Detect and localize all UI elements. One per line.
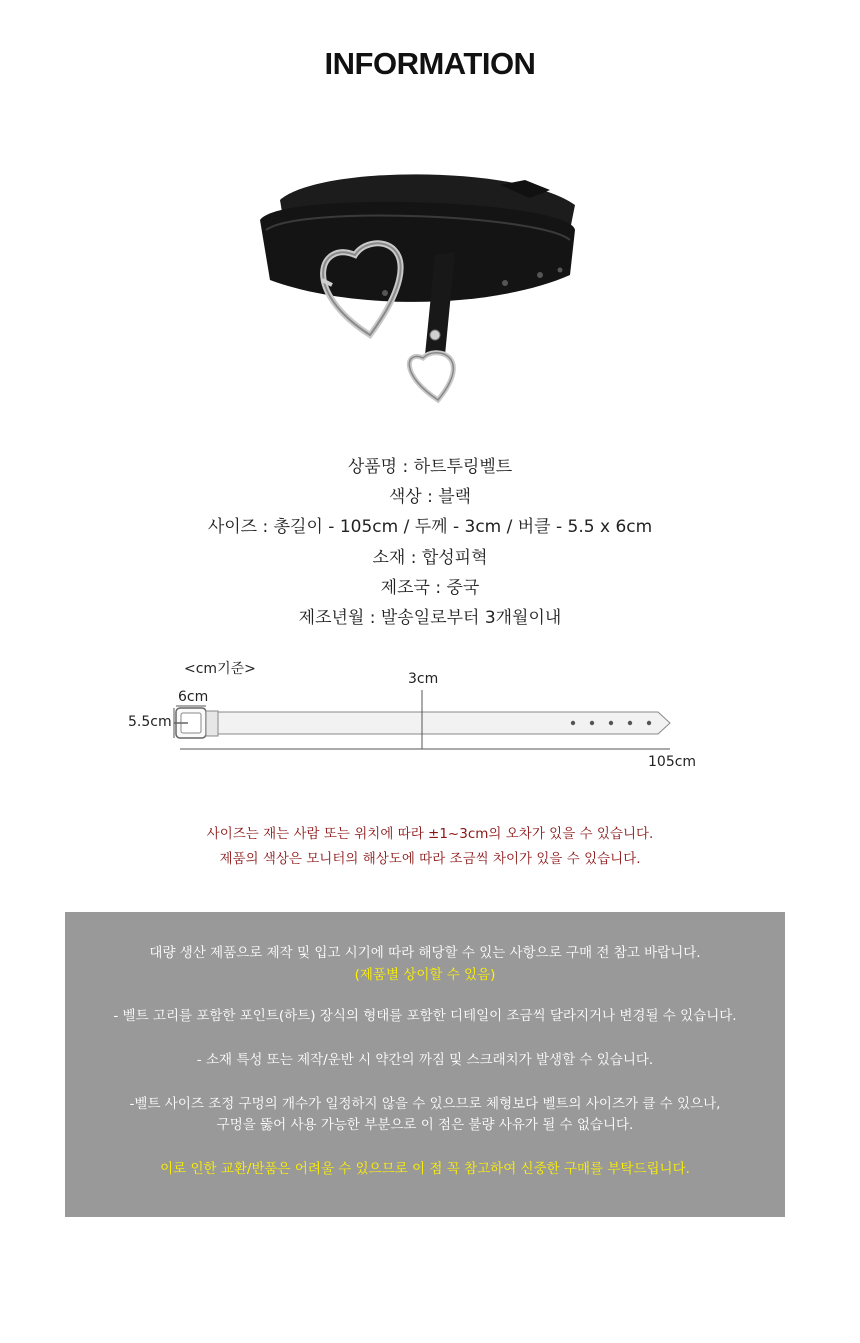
belt-product-photo	[240, 160, 620, 420]
size-color-warnings	[0, 822, 860, 872]
product-specs	[0, 452, 860, 633]
buckle-width-label: 6cm	[178, 689, 209, 705]
notice-line-mass-production: 대량 생산 제품으로 제작 및 입고 시기에 따라 해당할 수 있는 사항으로 구매 전 참고 바랍니다.	[149, 945, 701, 961]
notice-line-holes: -벨트 사이즈 조정 구멍의 개수가 일정하지 않을 수 있으므로 체형보다 벨트의 사이즈가 클 수 있으나,	[129, 1096, 721, 1112]
spec-manufacture-date: 제조년월 : 발송일로부터 3개월이내	[298, 608, 562, 629]
spec-color: 색상 : 블랙	[388, 487, 472, 508]
size-diagram	[120, 650, 720, 780]
notice-line-holes-cont: 구멍을 뚫어 사용 가능한 부분으로 이 점은 불량 사유가 될 수 없습니다.	[216, 1117, 634, 1133]
diagram-basis-label: <cm기준>	[184, 661, 256, 677]
notice-line-detail: - 벨트 고리를 포함한 포인트(하트) 장식의 형태를 포함한 디테일이 조금씩 달라지거나 변경될 수 있습니다.	[113, 1008, 737, 1024]
notice-line-varies: (제품별 상이할 수 있음)	[354, 967, 496, 983]
buckle-height-label: 5.5cm	[128, 714, 172, 730]
spec-size: 사이즈 : 총길이 - 105cm / 두께 - 3cm / 버클 - 5.5 x 6cm	[207, 517, 653, 538]
spec-material: 소재 : 합성피혁	[372, 547, 488, 568]
total-length-label: 105cm	[648, 754, 697, 770]
spec-product-name: 상품명 : 하트투링벨트	[347, 457, 513, 477]
notice-box	[65, 912, 785, 1217]
warning-size: 사이즈는 재는 사람 또는 위치에 따라 ±1~3cm의 오차가 있을 수 있습니다.	[206, 826, 654, 842]
page-title: INFORMATION	[324, 46, 536, 81]
belt-outline-drawing	[120, 650, 720, 780]
notice-line-scratch: - 소재 특성 또는 제작/운반 시 약간의 까짐 및 스크래치가 발생할 수 있습니다.	[196, 1052, 654, 1068]
notice-line-closing: 이로 인한 교환/반품은 어려울 수 있으므로 이 점 꼭 참고하여 신중한 구매를 부탁드립니다.	[160, 1161, 690, 1177]
warning-color: 제품의 색상은 모니터의 해상도에 따라 조금씩 차이가 있을 수 있습니다.	[219, 851, 641, 867]
belt-width-label: 3cm	[408, 671, 439, 687]
spec-origin: 제조국 : 중국	[380, 577, 480, 598]
